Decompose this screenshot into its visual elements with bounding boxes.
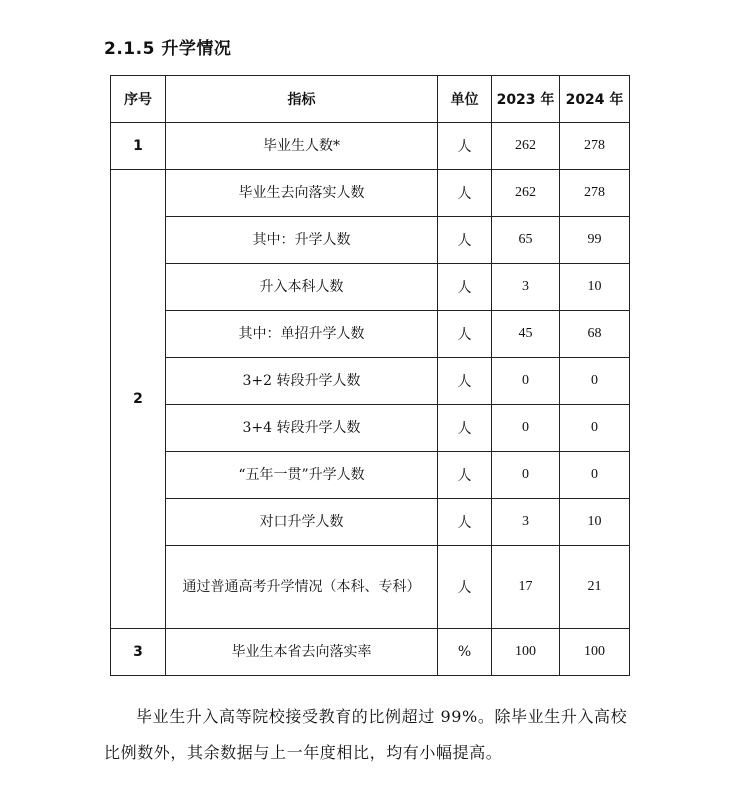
row-value-2023: 0 bbox=[492, 358, 560, 405]
row-value-2023: 262 bbox=[492, 123, 560, 170]
row-indicator: 其中：单招升学人数 bbox=[166, 311, 438, 358]
row-unit: 人 bbox=[438, 546, 492, 629]
row-unit: 人 bbox=[438, 311, 492, 358]
row-value-2024: 0 bbox=[560, 405, 630, 452]
row-seq: 2 bbox=[111, 170, 166, 629]
row-value-2023: 45 bbox=[492, 311, 560, 358]
table-row bbox=[111, 123, 630, 170]
table-row bbox=[111, 405, 630, 452]
table-header-row bbox=[111, 76, 630, 123]
row-unit: 人 bbox=[438, 405, 492, 452]
row-indicator: 毕业生本省去向落实率 bbox=[166, 629, 438, 676]
row-unit: 人 bbox=[438, 499, 492, 546]
row-unit: % bbox=[438, 629, 492, 676]
row-value-2024: 278 bbox=[560, 123, 630, 170]
row-seq: 3 bbox=[111, 629, 166, 676]
row-value-2024: 10 bbox=[560, 264, 630, 311]
row-indicator: “五年一贯”升学人数 bbox=[166, 452, 438, 499]
table-row bbox=[111, 264, 630, 311]
row-value-2023: 0 bbox=[492, 452, 560, 499]
row-unit: 人 bbox=[438, 170, 492, 217]
header-indicator: 指标 bbox=[166, 76, 438, 123]
table-row bbox=[111, 170, 630, 217]
row-unit: 人 bbox=[438, 264, 492, 311]
table-row bbox=[111, 358, 630, 405]
table-row bbox=[111, 452, 630, 499]
header-year-2024: 2024 年 bbox=[560, 76, 630, 123]
row-value-2024: 68 bbox=[560, 311, 630, 358]
row-value-2023: 100 bbox=[492, 629, 560, 676]
row-value-2024: 100 bbox=[560, 629, 630, 676]
row-value-2023: 17 bbox=[492, 546, 560, 629]
row-value-2024: 10 bbox=[560, 499, 630, 546]
row-value-2024: 99 bbox=[560, 217, 630, 264]
row-value-2024: 278 bbox=[560, 170, 630, 217]
row-indicator: 对口升学人数 bbox=[166, 499, 438, 546]
table-row bbox=[111, 311, 630, 358]
table-row bbox=[111, 629, 630, 676]
row-indicator: 3+4 转段升学人数 bbox=[166, 405, 438, 452]
row-unit: 人 bbox=[438, 452, 492, 499]
row-value-2023: 3 bbox=[492, 499, 560, 546]
row-indicator: 毕业生人数* bbox=[166, 123, 438, 170]
summary-paragraph: 毕业生升入高等院校接受教育的比例超过 99%。除毕业生升入高校 比例数外，其余数据与上一年度相比，均有小幅提高。 bbox=[104, 707, 628, 762]
table-row bbox=[111, 546, 630, 629]
row-value-2024: 21 bbox=[560, 546, 630, 629]
row-indicator: 通过普通高考升学情况（本科、专科） bbox=[166, 546, 438, 629]
header-unit: 单位 bbox=[438, 76, 492, 123]
row-indicator: 其中：升学人数 bbox=[166, 217, 438, 264]
row-value-2023: 262 bbox=[492, 170, 560, 217]
row-value-2023: 3 bbox=[492, 264, 560, 311]
row-indicator: 毕业生去向落实人数 bbox=[166, 170, 438, 217]
header-year-2023: 2023 年 bbox=[492, 76, 560, 123]
row-indicator: 3+2 转段升学人数 bbox=[166, 358, 438, 405]
row-unit: 人 bbox=[438, 217, 492, 264]
header-seq: 序号 bbox=[111, 76, 166, 123]
row-unit: 人 bbox=[438, 358, 492, 405]
table-row bbox=[111, 499, 630, 546]
table-row bbox=[111, 217, 630, 264]
enrollment-table bbox=[110, 75, 630, 676]
row-value-2023: 0 bbox=[492, 405, 560, 452]
row-indicator: 升入本科人数 bbox=[166, 264, 438, 311]
row-value-2023: 65 bbox=[492, 217, 560, 264]
row-unit: 人 bbox=[438, 123, 492, 170]
row-value-2024: 0 bbox=[560, 358, 630, 405]
section-heading: 2.1.5 升学情况 bbox=[104, 39, 232, 59]
row-value-2024: 0 bbox=[560, 452, 630, 499]
row-seq: 1 bbox=[111, 123, 166, 170]
